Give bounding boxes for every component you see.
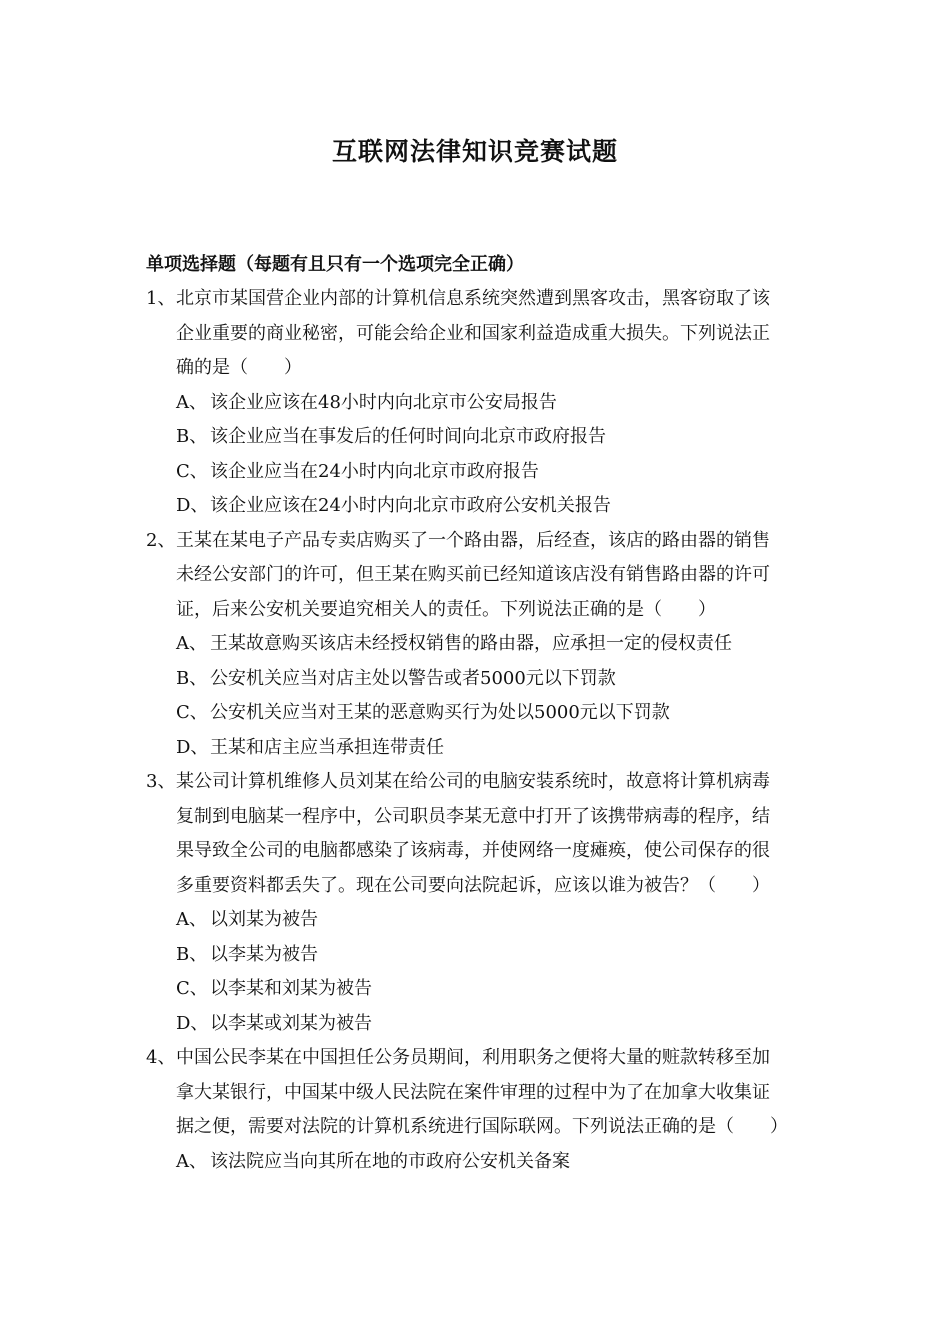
answer-option <box>146 1007 826 1042</box>
answer-option <box>146 627 826 662</box>
option-letter: D、 <box>176 495 209 516</box>
question-item <box>146 282 826 524</box>
option-text: 以李某和刘某为被告 <box>210 978 372 999</box>
option-letter: C、 <box>176 460 208 482</box>
option-letter: A、 <box>176 1150 207 1172</box>
question-stem <box>146 1041 826 1145</box>
question-text-line: 拿大某银行，中国某中级人民法院在案件审理的过程中为了在加拿大收集证 <box>176 1081 770 1103</box>
option-letter: B、 <box>176 667 208 689</box>
section-heading: 单项选择题（每题有且只有一个选项完全正确） <box>146 254 524 275</box>
answer-option <box>146 938 826 973</box>
question-number: 2、 <box>146 529 176 551</box>
option-text: 王某故意购买该店未经授权销售的路由器，应承担一定的侵权责任 <box>210 633 732 654</box>
option-text: 以李某为被告 <box>210 943 318 965</box>
option-text: 该法院应当向其所在地的市政府公安机关备案 <box>210 1150 570 1172</box>
option-letter: A、 <box>176 391 207 413</box>
question-text-line: 多重要资料都丢失了。现在公司要向法院起诉，应该以谁为被告？（ ） <box>176 874 770 896</box>
question-text-line: 复制到电脑某一程序中，公司职员李某无意中打开了该携带病毒的程序，结 <box>176 805 770 827</box>
option-letter: B、 <box>176 943 208 965</box>
option-text: 公安机关应当对店主处以警告或者5000元以下罚款 <box>210 667 616 689</box>
question-item <box>146 524 826 766</box>
question-text-line: 王某在某电子产品专卖店购买了一个路由器，后经查，该店的路由器的销售 <box>176 529 770 551</box>
question-text-line: 某公司计算机维修人员刘某在给公司的电脑安装系统时，故意将计算机病毒 <box>176 771 770 792</box>
question-text-line: 企业重要的商业秘密，可能会给企业和国家利益造成重大损失。下列说法正 <box>176 322 770 344</box>
option-letter: B、 <box>176 426 208 447</box>
question-list <box>146 282 826 1179</box>
option-letter: D、 <box>176 736 209 758</box>
answer-option <box>146 731 826 766</box>
question-stem <box>146 765 826 903</box>
question-number: 3、 <box>146 771 176 792</box>
question-text <box>176 1041 826 1145</box>
question-text-line: 据之便，需要对法院的计算机系统进行国际联网。下列说法正确的是（ ） <box>176 1116 788 1137</box>
question-text-line: 未经公安部门的许可，但王某在购买前已经知道该店没有销售路由器的许可 <box>176 564 770 585</box>
question-number: 1、 <box>146 288 176 309</box>
option-letter: C、 <box>176 978 208 999</box>
question-text-line: 北京市某国营企业内部的计算机信息系统突然遭到黑客攻击，黑客窃取了该 <box>176 288 770 309</box>
question-number: 4、 <box>146 1047 176 1068</box>
option-text: 王某和店主应当承担连带责任 <box>210 736 444 758</box>
question-text <box>176 524 826 628</box>
answer-option <box>146 972 826 1007</box>
answer-option <box>146 489 826 524</box>
answer-option <box>146 420 826 455</box>
option-text: 该企业应当在事发后的任何时间向北京市政府报告 <box>210 426 606 447</box>
answer-option <box>146 1145 826 1180</box>
answer-option <box>146 455 826 490</box>
option-text: 该企业应当在24小时内向北京市政府报告 <box>210 460 539 482</box>
document-title: 互联网法律知识竞赛试题 <box>331 137 618 166</box>
question-text-line: 确的是（ ） <box>176 357 302 378</box>
option-text: 以李某或刘某为被告 <box>210 1012 372 1034</box>
question-text <box>176 765 826 903</box>
option-letter: A、 <box>176 633 207 654</box>
answer-option <box>146 696 826 731</box>
option-letter: C、 <box>176 702 208 723</box>
question-text-line: 中国公民李某在中国担任公务员期间，利用职务之便将大量的赃款转移至加 <box>176 1047 770 1068</box>
option-text: 该企业应该在48小时内向北京市公安局报告 <box>210 391 557 413</box>
question-text <box>176 282 826 386</box>
answer-option <box>146 662 826 697</box>
question-item <box>146 765 826 1041</box>
option-text: 该企业应该在24小时内向北京市政府公安机关报告 <box>210 495 611 516</box>
option-text: 以刘某为被告 <box>210 909 318 930</box>
question-stem <box>146 524 826 628</box>
question-text-line: 果导致全公司的电脑都感染了该病毒，并使网络一度瘫痪，使公司保存的很 <box>176 840 770 861</box>
question-item <box>146 1041 826 1179</box>
option-text: 公安机关应当对王某的恶意购买行为处以5000元以下罚款 <box>210 702 670 723</box>
answer-option <box>146 903 826 938</box>
question-stem <box>146 282 826 386</box>
answer-option <box>146 386 826 421</box>
option-letter: A、 <box>176 909 207 930</box>
option-letter: D、 <box>176 1012 209 1034</box>
question-text-line: 证，后来公安机关要追究相关人的责任。下列说法正确的是（ ） <box>176 598 716 620</box>
